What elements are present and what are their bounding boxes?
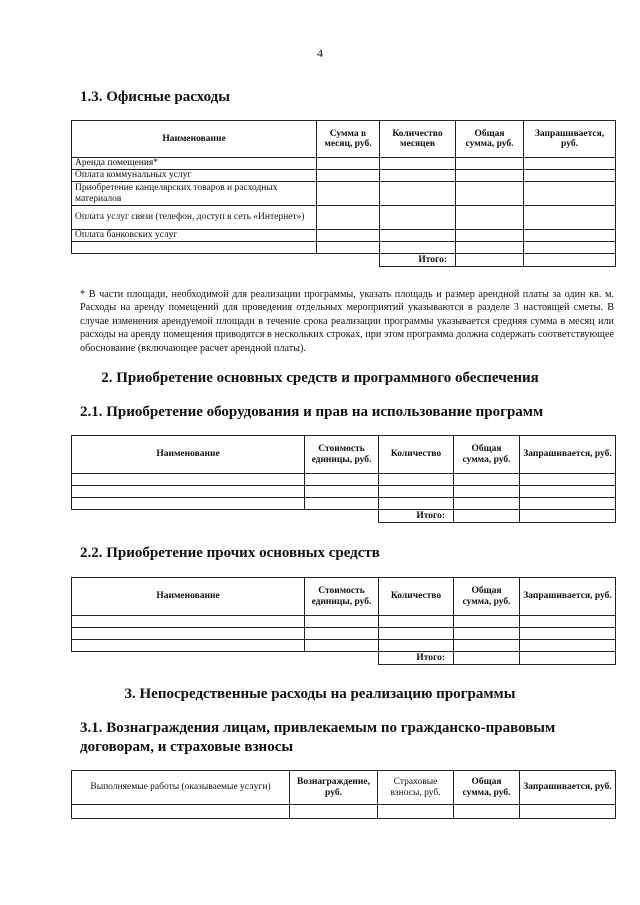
col-requested: Запрашивается, руб. bbox=[520, 436, 616, 474]
fees-table bbox=[71, 770, 616, 819]
col-total-sum: Общая сумма, руб. bbox=[454, 771, 520, 805]
table-row bbox=[72, 616, 616, 628]
col-months: Количество месяцев bbox=[380, 121, 456, 158]
table-row bbox=[72, 182, 616, 206]
table-row bbox=[72, 230, 616, 242]
col-requested: Запрашивается, руб. bbox=[524, 121, 616, 158]
page-number: 4 bbox=[317, 46, 323, 60]
total-row bbox=[72, 510, 616, 523]
office-expenses-table bbox=[71, 120, 616, 267]
section-2-2-heading: 2.2. Приобретение прочих основных средств bbox=[80, 545, 380, 561]
row-label: Оплата банковских услуг bbox=[72, 230, 317, 242]
total-label: Итого: bbox=[379, 652, 454, 665]
table-row bbox=[72, 805, 616, 819]
total-label: Итого: bbox=[379, 510, 454, 523]
total-row bbox=[72, 652, 616, 665]
row-label: Аренда помещения* bbox=[72, 158, 317, 170]
section-2-1-heading: 2.1. Приобретение оборудования и прав на использование программ bbox=[80, 404, 544, 420]
table-row bbox=[72, 206, 616, 230]
row-label: Оплата коммунальных услуг bbox=[72, 170, 317, 182]
col-work: Выполняемые работы (оказываемые услуги) bbox=[72, 771, 290, 805]
other-assets-table bbox=[71, 577, 616, 665]
col-requested: Запрашивается, руб. bbox=[520, 578, 616, 616]
col-fee: Вознаграждение, руб. bbox=[290, 771, 378, 805]
table-header-row bbox=[72, 771, 616, 805]
col-unit-cost: Стоимость единицы, руб. bbox=[305, 436, 379, 474]
col-requested: Запрашивается, руб. bbox=[520, 771, 616, 805]
col-unit-cost: Стоимость единицы, руб. bbox=[305, 578, 379, 616]
col-insurance: Страховые взносы, руб. bbox=[378, 771, 454, 805]
col-name: Наименование bbox=[72, 121, 317, 158]
col-quantity: Количество bbox=[379, 436, 454, 474]
table-row bbox=[72, 498, 616, 510]
table-header-row bbox=[72, 436, 616, 474]
section-3-heading: 3. Непосредственные расходы на реализацию программы bbox=[124, 686, 516, 702]
section-3-1-heading: 3.1. Вознаграждения лицам, привлекаемым по гражданско-правовым договорам, и страховые взносы bbox=[80, 720, 556, 755]
table-row bbox=[72, 640, 616, 652]
row-label: Приобретение канцелярских товаров и расходных материалов bbox=[72, 182, 317, 206]
col-monthly-sum: Сумма в месяц, руб. bbox=[317, 121, 380, 158]
table-row bbox=[72, 170, 616, 182]
row-label bbox=[72, 242, 317, 254]
total-row bbox=[72, 254, 616, 267]
section-1-3-heading: 1.3. Офисные расходы bbox=[80, 89, 230, 105]
table-row bbox=[72, 474, 616, 486]
col-total-sum: Общая сумма, руб. bbox=[456, 121, 524, 158]
table-header-row bbox=[72, 121, 616, 158]
row-label: Оплата услуг связи (телефон, доступ в сеть «Интернет») bbox=[72, 206, 317, 230]
table-header-row bbox=[72, 578, 616, 616]
col-total-sum: Общая сумма, руб. bbox=[454, 578, 520, 616]
footnote: * В части площади, необходимой для реализации программы, указать площадь и размер арендной платы за один кв. м. Расходы на аренду помещений для проведения отдельных мероприятий указываются в разделе 3 настоящей сметы. В случае изменения арендуемой площади в течение срока реализации программы указывается средняя сумма в месяц или расходы на аренду помещения приводятся в нескольких строках, при этом программа должна содержать соответствующее обоснование (включающее расчет арендной платы). bbox=[80, 289, 614, 354]
table-row bbox=[72, 628, 616, 640]
section-2-heading: 2. Приобретение основных средств и программного обеспечения bbox=[101, 370, 539, 386]
table-row bbox=[72, 158, 616, 170]
col-total-sum: Общая сумма, руб. bbox=[454, 436, 520, 474]
equipment-table bbox=[71, 435, 616, 523]
table-row bbox=[72, 242, 616, 254]
col-name: Наименование bbox=[72, 436, 305, 474]
total-label: Итого: bbox=[380, 254, 456, 267]
col-name: Наименование bbox=[72, 578, 305, 616]
table-row bbox=[72, 486, 616, 498]
col-quantity: Количество bbox=[379, 578, 454, 616]
